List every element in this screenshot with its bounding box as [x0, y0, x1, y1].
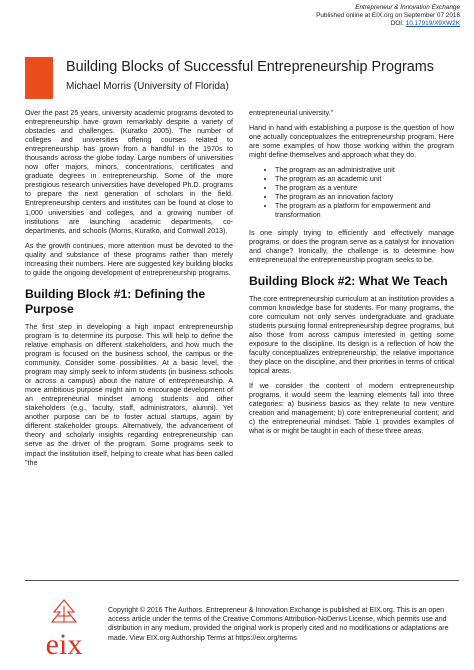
doi-label: DOI:	[390, 20, 404, 28]
list-item: • The program as an administrative unit	[275, 166, 454, 175]
paragraph: Over the past 25 years, university academic programs devoted to entrepreneurship have grown remarkably despite a variety of obstacles and challenges. (Kuratko 2005). The number of colleges and universities offering courses related to entrepreneurship has grown from a handful in the 1970s to thousands across the globe today. Large numbers of universities now offer majors, minors, concentrations, certificates and graduate degrees in entrepreneurship. Some of the more prestigious research universities have developed Ph.D. programs to prepare the next generation of scholars in the field. Entrepreneurship centers and institutes can be found at close to 1,000 universities and colleges, and a growing number of institutions are launching academic departments, co-departments, and schools (Morris, Kuratko, and Cornwall 2013).	[25, 109, 233, 235]
paragraph: entrepreneurial university."	[249, 109, 334, 117]
bullet-list	[249, 166, 454, 220]
paragraph: The core entrepreneurship curriculum at an institution provides a common knowledge base for students. For many programs, the core curriculum not only serves undergraduate and graduate students pursuing formal entrepreneurship degree programs, but also those from across campus interested in getting some exposure to the discipline. Its design is a reflection of how the faculty conceptualizes entrepreneurship, the relative importance they place on the discipline, and their priorities in terms of critical topical areas.	[249, 294, 454, 376]
section-heading: Building Block #1: Defining the Purpose	[25, 286, 206, 316]
list-item: • The program as a venture	[275, 184, 454, 193]
list-item: • The program as an innovation factory	[275, 193, 454, 202]
right-column	[249, 109, 454, 442]
list-item: • The program as an academic unit	[275, 175, 454, 184]
doi-link[interactable]: 10.17919/X9XW2K	[405, 20, 460, 28]
journal-header	[316, 4, 460, 29]
section-heading: Building Block #2: What We Teach	[249, 273, 448, 288]
paragraph: If we consider the content of modern entrepreneurship programs, it would seem the learning elements fall into three categories: a) business basics as they relate to new venture creation and management; b) core entrepreneurial content; and c) the entrepreneurial mindset. Table 1 provides examples of what is or might be taught in each of these three areas.	[249, 382, 454, 436]
paragraph: Is one simply trying to efficiently and effectively manage programs, or does the program serve as a catalyst for innovation and change? Ironically, the challenge is to determine how entrepreneurial the entrepreneurship program seeks to be.	[249, 228, 454, 264]
left-column	[25, 109, 233, 474]
logo-wordmark: eix	[45, 628, 83, 658]
article-title: Building Blocks of Successful Entrepreneurship Programs	[66, 59, 434, 75]
publication-date: Published online at EIX.org on September 07 2016	[316, 12, 460, 20]
paragraph: Hand in hand with establishing a purpose is the question of how one actually conceptualizes the entrepreneurship program. Here are some examples of how those working within the program might define themselves and approach what they do.	[249, 124, 454, 160]
list-item: • The program as a platform for empowerment and transformation	[275, 202, 454, 220]
eix-logo	[30, 598, 98, 658]
paragraph: As the growth continues, more attention must be devoted to the quality and substance of these programs rather than merely increasing their numbers. Here are suggested key building blocks to guide the ongoing development of entrepreneurship programs.	[25, 241, 233, 277]
paragraph: The first step in developing a high impact entrepreneurship program is to determine its purpose. This will help to define the relative emphasis on different stakeholders, and how much the program is focused on the business school, the campus or the community. Consider some possibilities. At a basic level, the program may simply seek to inform students (in business schools or across a campus) about the nature of entrepreneurship. A more ambitious purpose might aim to encourage development of an entrepreneurial mindset among students and other stakeholders (e.g., faculty, staff, administrators, alumni). Yet another purpose can be to foster actual startups, again by different stakeholder groups. Alternatively, the advancement of theory and scholarly insights regarding entrepreneurship can serve as the driver of the program. Some programs seek to impact the institution itself, helping to create what has been called "the	[25, 322, 233, 467]
title-accent-block	[25, 57, 53, 99]
footer-divider	[25, 580, 459, 581]
article-author: Michael Morris (University of Florida)	[66, 81, 229, 92]
copyright-notice: Copyright © 2016 The Authors. Entrepreneur & Innovation Exchange is published at EIX.org. This is an open access article under the terms of the Creative Commons Attribution-NoDerivs License, which permits use and distribution in any medium, provided the original work is properly cited and no modifications or adaptations are made. View EIX.org Authorship Terms at https://eix.org/terms	[108, 607, 449, 642]
journal-name: Entrepreneur & Innovation Exchange	[355, 4, 460, 11]
doi-line	[316, 20, 460, 28]
